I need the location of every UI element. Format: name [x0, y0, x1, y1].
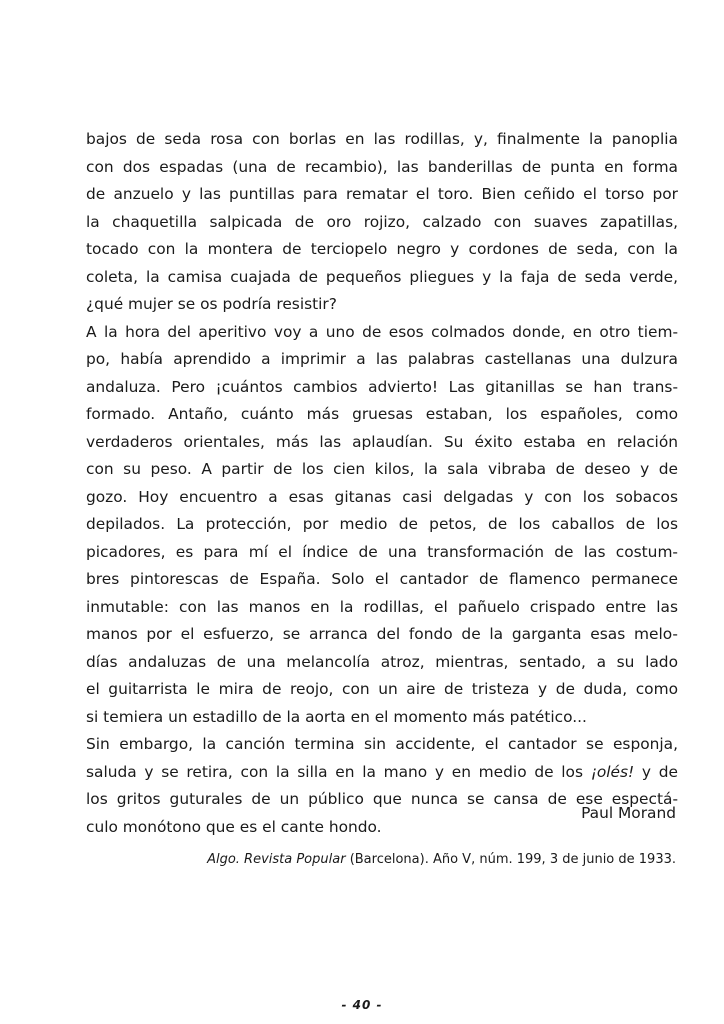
- line-text: saluda y se retira, con la silla en la mano y en medio de los: [86, 762, 591, 781]
- body-line: picadores, es para mí el índice de una transformación de las costum-: [86, 542, 678, 561]
- source-title: Algo. Revista Popular: [207, 852, 346, 867]
- body-line: verdaderos orientales, más las aplaudían. Su éxito estaba en relación: [86, 432, 678, 451]
- body-line: la chaquetilla salpicada de oro rojizo, calzado con suaves zapatillas,: [86, 212, 678, 231]
- body-line: manos por el esfuerzo, se arranca del fondo de la garganta esas melo-: [86, 625, 678, 643]
- body-line: el guitarrista le mira de reojo, con un aire de tristeza y de duda, como: [86, 680, 678, 698]
- paragraph-end-line: culo monótono que es el cante hondo.: [86, 817, 382, 836]
- body-line: inmutable: con las manos en la rodillas, el pañuelo crispado entre las: [86, 597, 678, 616]
- line-tail: y de: [634, 762, 678, 781]
- italic-exclamation: ¡olés!: [590, 762, 635, 781]
- paragraph-end-line: ¿qué mujer se os podría resistir?: [86, 295, 337, 313]
- body-line: días andaluzas de una melancolía atroz, mientras, sentado, a su lado: [86, 652, 678, 671]
- body-line: formado. Antaño, cuánto más gruesas estaban, los españoles, como: [86, 405, 678, 423]
- body-line: de anzuelo y las puntillas para rematar el toro. Bien ceñido el torso por: [86, 185, 678, 203]
- body-line: los gritos guturales de un público que nunca se cansa de ese espectá-: [86, 790, 678, 808]
- body-line: bajos de seda rosa con borlas en las rodillas, y, finalmente la panoplia: [86, 130, 678, 148]
- article-body: [86, 126, 678, 841]
- body-line: gozo. Hoy encuentro a esas gitanas casi delgadas y con los sobacos: [86, 487, 678, 506]
- body-line: andaluza. Pero ¡cuántos cambios advierto! Las gitanillas se han trans-: [86, 377, 678, 396]
- source-details: (Barcelona). Año V, núm. 199, 3 de junio de 1933.: [345, 852, 676, 867]
- body-line: tocado con la montera de terciopelo negro y cordones de seda, con la: [86, 240, 678, 258]
- page-number: - 40 -: [341, 998, 383, 1012]
- body-line: Sin embargo, la canción termina sin accidente, el cantador se esponja,: [86, 735, 678, 753]
- body-line: coleta, la camisa cuajada de pequeños pliegues y la faja de seda verde,: [86, 267, 678, 286]
- body-line-with-italic: [86, 759, 678, 787]
- body-line: A la hora del aperitivo voy a uno de esos colmados donde, en otro tiem-: [86, 322, 678, 341]
- body-line: po, había aprendido a imprimir a las palabras castellanas una dulzura: [86, 350, 678, 368]
- body-line: depilados. La protección, por medio de petos, de los caballos de los: [86, 515, 678, 533]
- body-line: bres pintorescas de España. Solo el cantador de flamenco permanece: [86, 570, 678, 588]
- body-line: con dos espadas (una de recambio), las banderillas de punta en forma: [86, 157, 678, 176]
- body-line: con su peso. A partir de los cien kilos, la sala vibraba de deseo y de: [86, 460, 678, 478]
- source-citation: [207, 849, 676, 871]
- author-signature: Paul Morand: [581, 804, 676, 822]
- paragraph-end-line: si temiera un estadillo de la aorta en el momento más patético...: [86, 707, 587, 726]
